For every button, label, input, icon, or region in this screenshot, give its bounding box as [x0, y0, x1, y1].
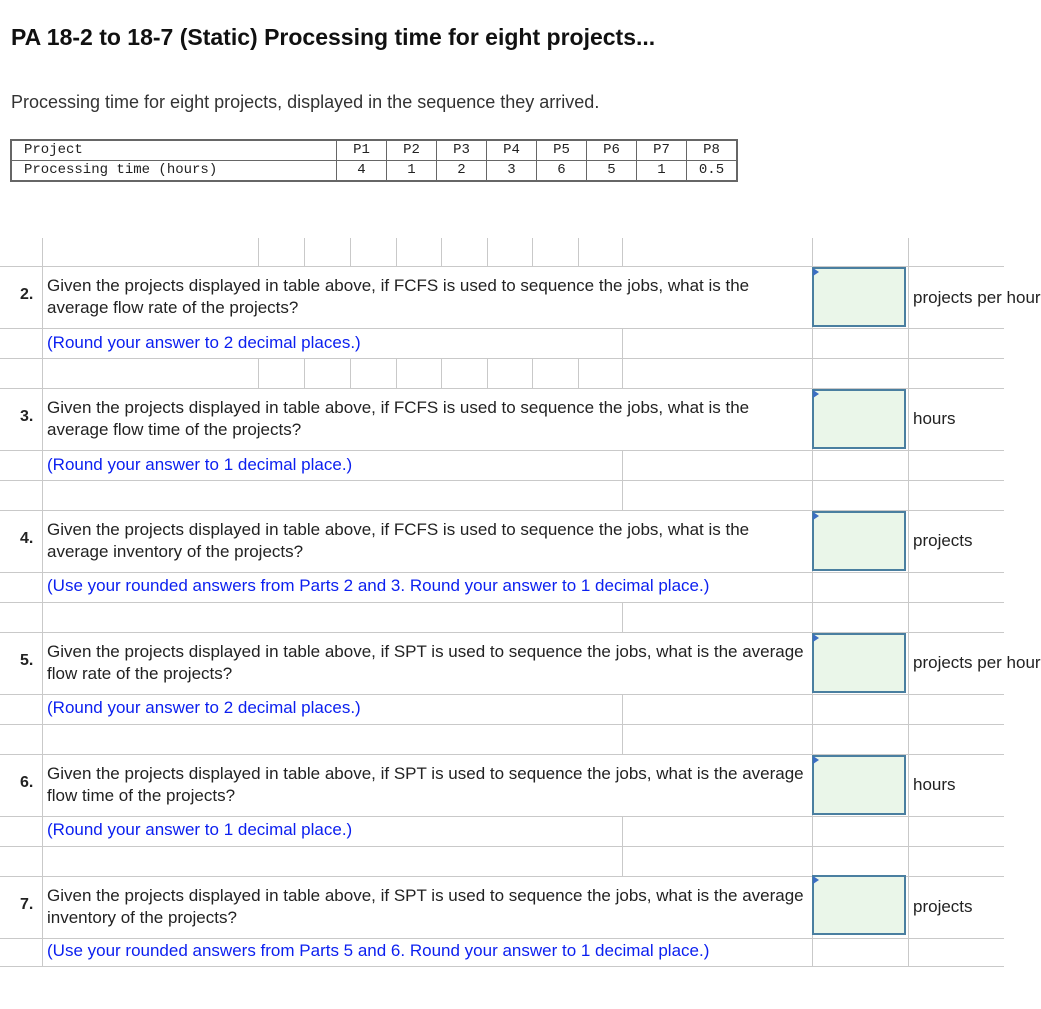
- grid-line: [0, 816, 1004, 817]
- answer-unit: hours: [913, 775, 956, 794]
- question-instruction: (Round your answer to 2 decimal places.): [47, 698, 361, 717]
- intro-text: Processing time for eight projects, displayed in the sequence they arrived.: [11, 92, 600, 112]
- question-instruction: (Use your rounded answers from Parts 5 and 6. Round your answer to 1 decimal place.): [47, 941, 710, 960]
- grid-line: [622, 480, 623, 510]
- project-cell: P5: [537, 140, 587, 161]
- grid-line: [622, 238, 623, 266]
- answer-input-5[interactable]: [812, 633, 906, 693]
- grid-line: [532, 238, 533, 266]
- project-cell: P1: [337, 140, 387, 161]
- answer-unit: projects per hour: [913, 288, 1041, 307]
- question-number: 5.: [20, 652, 34, 669]
- question-number: 2.: [20, 286, 34, 303]
- grid-line: [0, 602, 1004, 603]
- grid-line: [0, 480, 1004, 481]
- project-row-label: Project: [11, 140, 337, 161]
- grid-line: [578, 358, 579, 388]
- grid-line: [396, 238, 397, 266]
- grid-line: [0, 450, 1004, 451]
- question-number: 3.: [20, 408, 34, 425]
- grid-line: [578, 238, 579, 266]
- grid-line: [487, 358, 488, 388]
- answer-input-2[interactable]: [812, 267, 906, 327]
- question-instruction: (Use your rounded answers from Parts 2 and 3. Round your answer to 1 decimal place.): [47, 576, 710, 595]
- grid-line: [441, 238, 442, 266]
- question-number: 6.: [20, 774, 34, 791]
- grid-line: [350, 238, 351, 266]
- time-cell: 5: [587, 161, 637, 182]
- grid-line: [622, 450, 623, 480]
- grid-line: [0, 724, 1004, 725]
- grid-line: [0, 358, 1004, 359]
- answer-flag-icon: [813, 512, 819, 520]
- answer-unit: projects per hour: [913, 653, 1041, 672]
- grid-line: [532, 358, 533, 388]
- answer-input-3[interactable]: [812, 389, 906, 449]
- grid-line: [0, 846, 1004, 847]
- answer-flag-icon: [813, 756, 819, 764]
- project-cell: P8: [687, 140, 738, 161]
- grid-line: [487, 238, 488, 266]
- time-cell: 3: [487, 161, 537, 182]
- grid-line: [396, 358, 397, 388]
- project-cell: P4: [487, 140, 537, 161]
- grid-line: [0, 938, 1004, 939]
- grid-line: [258, 358, 259, 388]
- question-number: 4.: [20, 530, 34, 547]
- question-text: Given the projects displayed in table above, if FCFS is used to sequence the jobs, what is the average inventory of the projects?: [47, 520, 750, 561]
- grid-line: [622, 328, 623, 358]
- project-cell: P6: [587, 140, 637, 161]
- answer-flag-icon: [813, 876, 819, 884]
- time-row: [11, 161, 737, 182]
- grid-line: [441, 358, 442, 388]
- question-text: Given the projects displayed in table above, if FCFS is used to sequence the jobs, what is the average flow time of the projects?: [47, 398, 750, 439]
- grid-line: [350, 358, 351, 388]
- answer-flag-icon: [813, 634, 819, 642]
- page-title: PA 18-2 to 18-7 (Static) Processing time for eight projects...: [11, 24, 656, 50]
- grid-line: [622, 602, 623, 632]
- answer-input-6[interactable]: [812, 755, 906, 815]
- time-cell: 2: [437, 161, 487, 182]
- time-row-label: Processing time (hours): [11, 161, 337, 182]
- question-text: Given the projects displayed in table above, if SPT is used to sequence the jobs, what is the average flow time of the projects?: [47, 764, 804, 805]
- grid-line: [304, 238, 305, 266]
- time-cell: 1: [387, 161, 437, 182]
- answer-unit: hours: [913, 409, 956, 428]
- grid-line: [812, 238, 813, 966]
- project-row: [11, 140, 737, 161]
- grid-line: [0, 328, 1004, 329]
- question-text: Given the projects displayed in table above, if SPT is used to sequence the jobs, what is the average inventory of the projects?: [47, 886, 804, 927]
- grid-line: [42, 238, 43, 966]
- grid-line: [258, 238, 259, 266]
- grid-line: [622, 846, 623, 876]
- project-cell: P7: [637, 140, 687, 161]
- answer-flag-icon: [813, 268, 819, 276]
- time-cell: 1: [637, 161, 687, 182]
- time-cell: 4: [337, 161, 387, 182]
- grid-line: [908, 238, 909, 966]
- answer-unit: projects: [913, 531, 973, 550]
- question-instruction: (Round your answer to 2 decimal places.): [47, 333, 361, 352]
- answer-input-4[interactable]: [812, 511, 906, 571]
- question-text: Given the projects displayed in table above, if FCFS is used to sequence the jobs, what is the average flow rate of the projects?: [47, 276, 750, 317]
- grid-line: [0, 572, 1004, 573]
- grid-line: [622, 816, 623, 846]
- grid-line: [622, 358, 623, 388]
- time-cell: 6: [537, 161, 587, 182]
- time-cell: 0.5: [687, 161, 738, 182]
- answer-flag-icon: [813, 390, 819, 398]
- grid-line: [0, 694, 1004, 695]
- project-table: [10, 139, 738, 182]
- question-instruction: (Round your answer to 1 decimal place.): [47, 820, 353, 839]
- project-cell: P2: [387, 140, 437, 161]
- answer-input-7[interactable]: [812, 875, 906, 935]
- question-number: 7.: [20, 896, 34, 913]
- answer-unit: projects: [913, 897, 973, 916]
- question-text: Given the projects displayed in table above, if SPT is used to sequence the jobs, what is the average flow rate of the projects?: [47, 642, 804, 683]
- grid-line: [304, 358, 305, 388]
- grid-line: [622, 694, 623, 724]
- grid-line: [622, 724, 623, 754]
- project-cell: P3: [437, 140, 487, 161]
- grid-line: [0, 966, 1004, 967]
- question-instruction: (Round your answer to 1 decimal place.): [47, 455, 353, 474]
